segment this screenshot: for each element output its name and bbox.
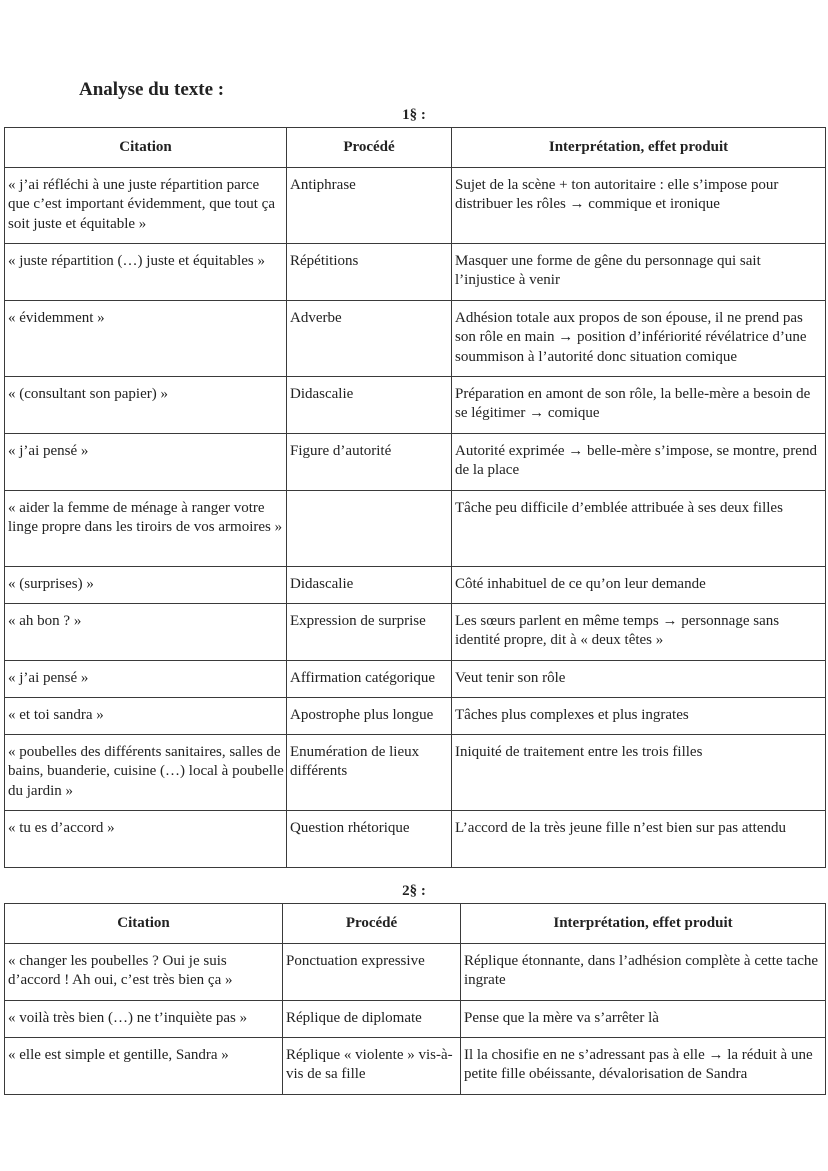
- table-row: [5, 943, 826, 1000]
- table-row: [5, 433, 826, 490]
- citation-cell: « voilà très bien (…) ne t’inquiète pas »: [5, 1000, 283, 1037]
- table-row: [5, 243, 826, 300]
- procede-cell: Didascalie: [287, 566, 452, 603]
- procede-cell: [287, 490, 452, 566]
- interpretation-cell: Masquer une forme de gêne du personnage qui sait l’injustice à venir: [452, 243, 826, 300]
- section-1-title: 1§ :: [402, 107, 426, 123]
- citation-cell: « ah bon ? »: [5, 603, 287, 660]
- header-citation: Citation: [5, 904, 283, 944]
- procede-cell: Expression de surprise: [287, 603, 452, 660]
- header-procede: Procédé: [283, 904, 461, 944]
- header-procede: Procédé: [287, 128, 452, 168]
- table-header-row: [5, 128, 826, 168]
- table-row: [5, 810, 826, 867]
- page-title: Analyse du texte :: [79, 79, 225, 100]
- header-interpretation: Interprétation, effet produit: [461, 904, 826, 944]
- analysis-table-1: [4, 127, 826, 868]
- procede-cell: Figure d’autorité: [287, 433, 452, 490]
- procede-cell: Affirmation catégorique: [287, 660, 452, 697]
- procede-cell: Apostrophe plus longue: [287, 697, 452, 734]
- analysis-table-2: [4, 903, 826, 1095]
- citation-cell: « elle est simple et gentille, Sandra »: [5, 1037, 283, 1094]
- interpretation-cell: Autorité exprimée → belle-mère s’impose, se montre, prend de la place: [452, 433, 826, 490]
- procede-cell: Réplique de diplomate: [283, 1000, 461, 1037]
- interpretation-cell: Sujet de la scène + ton autoritaire : elle s’impose pour distribuer les rôles → commique et ironique: [452, 167, 826, 243]
- citation-cell: « juste répartition (…) juste et équitables »: [5, 243, 287, 300]
- interpretation-cell: Il la chosifie en ne s’adressant pas à elle → la réduit à une petite fille obéissante, dévalorisation de Sandra: [461, 1037, 826, 1094]
- table-row: [5, 490, 826, 566]
- header-citation: Citation: [5, 128, 287, 168]
- table-row: [5, 734, 826, 810]
- citation-cell: « aider la femme de ménage à ranger votre linge propre dans les tiroirs de vos armoires »: [5, 490, 287, 566]
- interpretation-cell: Pense que la mère va s’arrêter là: [461, 1000, 826, 1037]
- header-interpretation: Interprétation, effet produit: [452, 128, 826, 168]
- procede-cell: Antiphrase: [287, 167, 452, 243]
- interpretation-cell: Réplique étonnante, dans l’adhésion complète à cette tache ingrate: [461, 943, 826, 1000]
- interpretation-cell: Tâche peu difficile d’emblée attribuée à ses deux filles: [452, 490, 826, 566]
- table-row: [5, 300, 826, 376]
- procede-cell: Enumération de lieux différents: [287, 734, 452, 810]
- citation-cell: « évidemment »: [5, 300, 287, 376]
- citation-cell: « (consultant son papier) »: [5, 376, 287, 433]
- interpretation-cell: Iniquité de traitement entre les trois filles: [452, 734, 826, 810]
- citation-cell: « tu es d’accord »: [5, 810, 287, 867]
- citation-cell: « j’ai réfléchi à une juste répartition parce que c’est important évidemment, que tout ça soit juste et équitable »: [5, 167, 287, 243]
- table-row: [5, 697, 826, 734]
- table-body: [5, 167, 826, 867]
- citation-cell: « et toi sandra »: [5, 697, 287, 734]
- citation-cell: « j’ai pensé »: [5, 433, 287, 490]
- interpretation-cell: L’accord de la très jeune fille n’est bien sur pas attendu: [452, 810, 826, 867]
- table-header-row: [5, 904, 826, 944]
- procede-cell: Adverbe: [287, 300, 452, 376]
- table-row: [5, 566, 826, 603]
- citation-cell: « poubelles des différents sanitaires, salles de bains, buanderie, cuisine (…) local à poubelle du jardin »: [5, 734, 287, 810]
- table-row: [5, 376, 826, 433]
- table-body: [5, 943, 826, 1094]
- table-row: [5, 660, 826, 697]
- table-row: [5, 1037, 826, 1094]
- procede-cell: Répétitions: [287, 243, 452, 300]
- table-row: [5, 603, 826, 660]
- citation-cell: « (surprises) »: [5, 566, 287, 603]
- interpretation-cell: Les sœurs parlent en même temps → personnage sans identité propre, dit à « deux têtes »: [452, 603, 826, 660]
- citation-cell: « changer les poubelles ? Oui je suis d’accord ! Ah oui, c’est très bien ça »: [5, 943, 283, 1000]
- table-row: [5, 1000, 826, 1037]
- interpretation-cell: Côté inhabituel de ce qu’on leur demande: [452, 566, 826, 603]
- table-row: [5, 167, 826, 243]
- interpretation-cell: Tâches plus complexes et plus ingrates: [452, 697, 826, 734]
- procede-cell: Question rhétorique: [287, 810, 452, 867]
- section-2-title: 2§ :: [402, 883, 426, 899]
- interpretation-cell: Adhésion totale aux propos de son épouse, il ne prend pas son rôle en main → position d’infériorité révélatrice d’une soummison à l’autorité donc situation comique: [452, 300, 826, 376]
- interpretation-cell: Préparation en amont de son rôle, la belle-mère a besoin de se légitimer → comique: [452, 376, 826, 433]
- procede-cell: Réplique « violente » vis-à-vis de sa fille: [283, 1037, 461, 1094]
- interpretation-cell: Veut tenir son rôle: [452, 660, 826, 697]
- procede-cell: Ponctuation expressive: [283, 943, 461, 1000]
- citation-cell: « j’ai pensé »: [5, 660, 287, 697]
- procede-cell: Didascalie: [287, 376, 452, 433]
